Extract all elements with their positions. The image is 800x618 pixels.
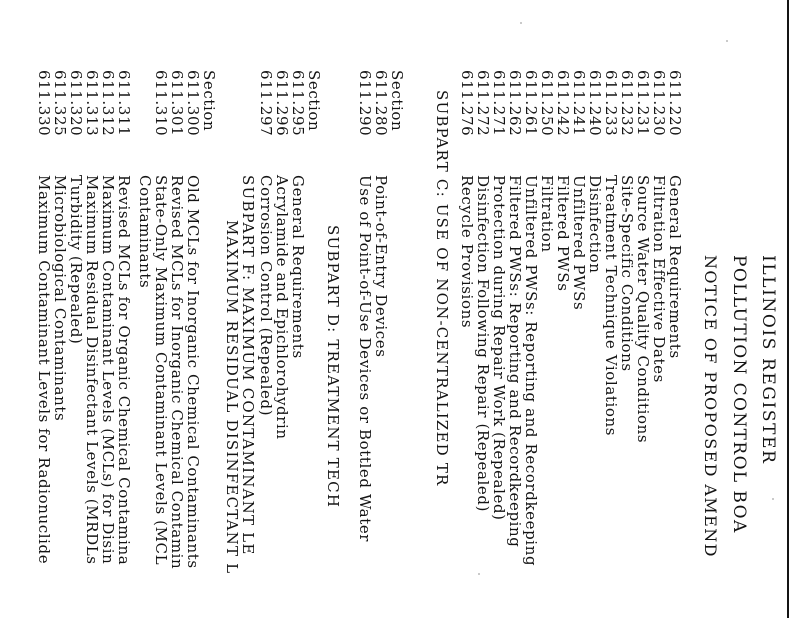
register-title: ILLINOIS REGISTER <box>758 255 778 465</box>
scan-speck <box>520 22 522 24</box>
section-number: 611.261 <box>522 70 540 137</box>
section-number: 611.295 <box>289 70 307 137</box>
section-title: Old MCLs for Inorganic Chemical Contaminants <box>184 175 202 569</box>
section-title: General Requirements <box>289 175 307 359</box>
section-title: Acrylamide and Epichlorohydrin <box>273 175 291 440</box>
section-title: Site-Specific Conditions <box>618 175 636 372</box>
section-column-label: Section <box>388 70 406 132</box>
section-number: 611.220 <box>666 70 684 137</box>
section-number: 611.230 <box>650 70 668 137</box>
subpart-d-heading: SUBPART D: TREATMENT TECH <box>324 225 342 509</box>
section-number: 611.297 <box>257 70 275 137</box>
section-number: 611.280 <box>372 70 390 137</box>
section-title: Use of Point-of-Use Devices or Bottled Water <box>356 175 374 543</box>
section-number: 611.296 <box>273 70 291 137</box>
section-number: 611.312 <box>99 70 117 137</box>
section-number: 611.242 <box>554 70 572 137</box>
section-number: 611.233 <box>602 70 620 137</box>
section-number: 611.231 <box>634 70 652 137</box>
section-title: Protection during Repair Work (Repealed) <box>490 175 508 521</box>
section-title: Filtered PWSs <box>554 175 572 292</box>
section-title-continued: Contaminants <box>136 175 154 289</box>
section-column-label: Section <box>305 70 323 132</box>
section-title: Point-of-Entry Devices <box>372 175 390 358</box>
section-number: 611.313 <box>83 70 101 137</box>
section-title: Turbidity (Repealed) <box>67 175 85 345</box>
section-title: Disinfection <box>586 175 604 274</box>
section-number: 611.330 <box>35 70 53 137</box>
board-title: POLLUTION CONTROL BOA <box>729 255 749 534</box>
section-number: 611.320 <box>67 70 85 137</box>
section-number: 611.240 <box>586 70 604 137</box>
section-title: Revised MCLs for Inorganic Chemical Contamin <box>168 175 186 570</box>
section-number: 611.272 <box>474 70 492 137</box>
scan-speck <box>772 498 774 500</box>
section-number: 611.325 <box>51 70 69 137</box>
section-number: 611.276 <box>458 70 476 137</box>
section-title: Filtration Effective Dates <box>650 175 668 383</box>
section-title: Maximum Contaminant Levels (MCLs) for Disin <box>99 175 117 565</box>
scan-speck <box>726 40 728 42</box>
section-number: 611.262 <box>506 70 524 137</box>
header-rule <box>787 0 789 618</box>
section-title: Revised MCLs for Organic Chemical Contamina <box>115 175 133 566</box>
notice-title: NOTICE OF PROPOSED AMEND <box>701 255 720 558</box>
section-title: State-Only Maximum Contaminant Levels (MCL <box>152 175 170 566</box>
section-title: Filtered PWSs: Reporting and Recordkeeping <box>506 175 524 548</box>
section-title: Maximum Residual Disinfectant Levels (MRDLs <box>83 175 101 565</box>
section-number: 611.241 <box>570 70 588 137</box>
section-title: Treatment Technique Violations <box>602 175 620 437</box>
section-title: Filtration <box>538 175 556 253</box>
section-title: Corrosion Control (Repealed) <box>257 175 275 417</box>
section-number: 611.301 <box>168 70 186 137</box>
section-number: 611.250 <box>538 70 556 137</box>
section-number: 611.311 <box>115 70 133 137</box>
subpart-c-heading: SUBPART C: USE OF NON-CENTRALIZED TR <box>433 90 451 487</box>
section-title: Maximum Contaminant Levels for Radionuclide <box>35 175 53 565</box>
subpart-f-heading: SUBPART F: MAXIMUM CONTAMINANT LE <box>239 175 257 556</box>
section-column-label: Section <box>200 70 218 132</box>
section-title: Unfiltered PWSs <box>570 175 588 311</box>
section-title: Source Water Quality Conditions <box>634 175 652 444</box>
section-number: 611.300 <box>184 70 202 137</box>
section-title: Disinfection Following Repair (Repealed) <box>474 175 492 513</box>
subpart-f-heading-continued: MAXIMUM RESIDUAL DISINFECTANT L <box>223 220 241 575</box>
section-number: 611.232 <box>618 70 636 137</box>
section-title: Recycle Provisions <box>458 175 476 329</box>
section-number: 611.310 <box>152 70 170 137</box>
section-number: 611.290 <box>356 70 374 137</box>
scan-speck <box>478 573 480 575</box>
section-title: General Requirements <box>666 175 684 359</box>
section-number: 611.271 <box>490 70 508 137</box>
section-title: Unfiltered PWSs: Reporting and Recordkeeping <box>522 175 540 567</box>
section-title: Microbiological Contaminants <box>51 175 69 422</box>
